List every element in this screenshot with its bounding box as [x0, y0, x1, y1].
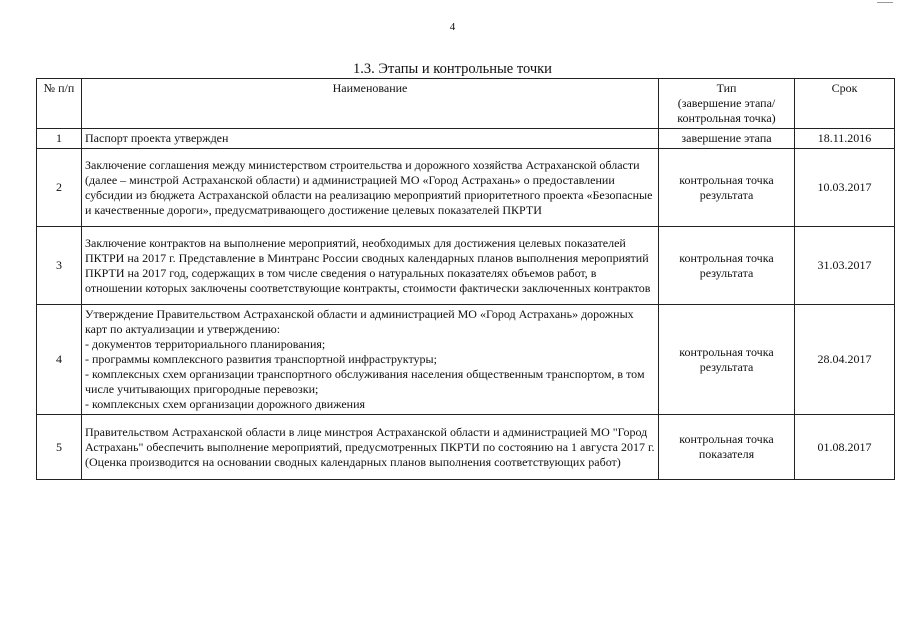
scan-mark [877, 2, 893, 3]
row-name: Паспорт проекта утвержден [82, 129, 659, 149]
row-date: 28.04.2017 [795, 305, 895, 415]
page-number: 4 [449, 21, 456, 33]
table-row [37, 129, 895, 149]
table-row [37, 149, 895, 227]
row-name: Заключение контрактов на выполнение мероприятий, необходимых для достижения целевых показателей ПКТРИ на 2017 г. Представление в Минтранс России сводных календарных планов выполнения мероприятий ПКРТИ на 2017 год, содержащих в том числе сведения о натуральных показателях объемов работ, в отношении которых заключены соответствующие контракты, стоимости фактически заключенных контрактов [82, 227, 659, 305]
table-header-row [37, 79, 895, 129]
header-number: № п/п [37, 79, 82, 129]
row-type: контрольная точка показателя [659, 415, 795, 480]
row-number: 1 [37, 129, 82, 149]
row-type: завершение этапа [659, 129, 795, 149]
section-title: 1.3. Этапы и контрольные точки [353, 61, 552, 77]
header-name: Наименование [82, 79, 659, 129]
row-name: Правительством Астраханской области в лице минстроя Астраханской области и администрацией МО "Город Астрахань" обеспечить выполнение мероприятий, предусмотренных ПКРТИ по состоянию на 1 августа 2017 г. (Оценка производится на основании сводных календарных планов выполнения соответствующих работ) [82, 415, 659, 480]
table-row [37, 415, 895, 480]
row-type: контрольная точка результата [659, 305, 795, 415]
row-type: контрольная точка результата [659, 227, 795, 305]
row-number: 5 [37, 415, 82, 480]
row-number: 2 [37, 149, 82, 227]
row-date: 31.03.2017 [795, 227, 895, 305]
row-date: 01.08.2017 [795, 415, 895, 480]
row-name: Заключение соглашения между министерством строительства и дорожного хозяйства Астраханской области (далее – минстрой Астраханской области) и администрацией МО «Город Астрахань» о предоставлении субсидии из бюджета Астраханской области на реализацию мероприятий приоритетного проекта «Безопасные и качественные дороги», предусматривающего достижение целевых показателей ПКРТИ [82, 149, 659, 227]
table-row [37, 305, 895, 415]
row-name: Утверждение Правительством Астраханской области и администрацией МО «Город Астрахань» дорожных карт по актуализации и утверждению: - документов территориального планирования; - программы комплексного развития транспортной инфраструктуры; - комплексных схем организации транспортного обслуживания населения общественным транспортом, в том числе учитывающих пригородные перевозки; - комплексных схем организации дорожного движения [82, 305, 659, 415]
row-date: 18.11.2016 [795, 129, 895, 149]
row-number: 3 [37, 227, 82, 305]
row-date: 10.03.2017 [795, 149, 895, 227]
row-number: 4 [37, 305, 82, 415]
stages-table [36, 78, 895, 480]
row-type: контрольная точка результата [659, 149, 795, 227]
header-type [659, 79, 795, 129]
header-date: Срок [795, 79, 895, 129]
header-type-text: Тип (завершение этапа/ контрольная точка) [677, 81, 776, 125]
table-row [37, 227, 895, 305]
